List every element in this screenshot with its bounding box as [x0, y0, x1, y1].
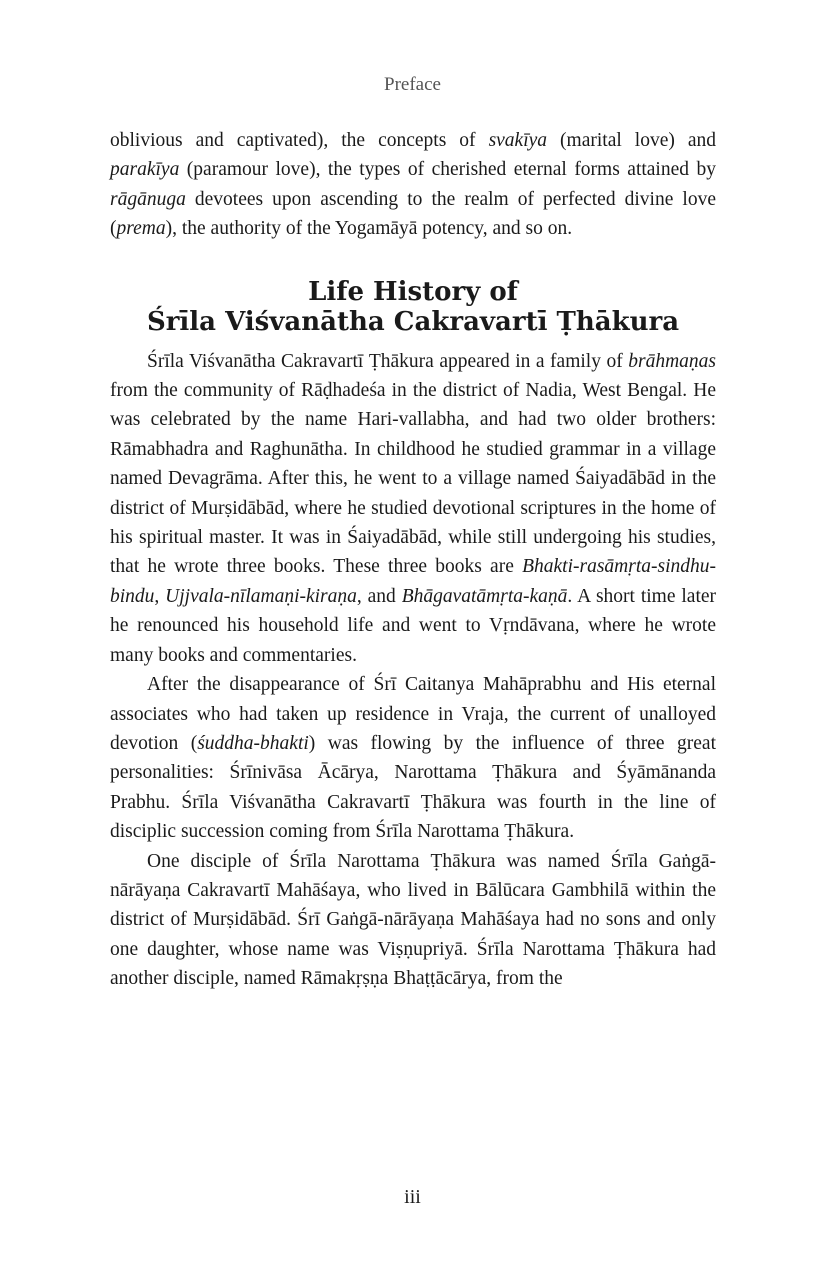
- section-heading: [110, 277, 716, 337]
- italic-term: Bhāgavatāmṛta-kaṇā: [401, 585, 568, 607]
- text-run: (paramour love), the types of cherished eternal forms attained by: [179, 159, 716, 181]
- text-run: . A short time later he renounced his household life and went to Vṛndāvana, where he wrote many books and commentaries.: [110, 585, 717, 666]
- text-run: (marital love) and: [547, 130, 716, 151]
- body-paragraph-2: [110, 670, 716, 846]
- text-run: After the disappearance of Śrī Caitanya Mahāprabhu and His eternal associates who had taken up residence in Vraja, the current of unalloyed devotion (: [110, 674, 716, 754]
- body-text: [110, 126, 716, 994]
- italic-term: prema: [116, 218, 166, 240]
- italic-term: rāgānuga: [110, 188, 186, 210]
- text-run: One disciple of Śrīla Narottama Ṭhākura was named Śrīla Gaṅgā-nārāyaṇa Cakravartī Mahāśaya, who lived in Bālūcara Gambhilā within the district of Murṣidābād. Śrī Gaṅgā-nārāyaṇa Mahāśaya had no sons and only one daughter, whose name was Viṣṇupriyā. Śrīla Narottama Ṭhākura had another disciple, named Rāmakṛṣṇa Bhaṭṭācārya, from the: [110, 850, 716, 990]
- italic-term: parakīya: [110, 159, 180, 181]
- text-run: from the community of Rāḍhadeśa in the district of Nadia, West Bengal. He was celebrated by the name Hari-vallabha, and had two older brothers: Rāmabhadra and Raghunātha. In childhood he studied grammar in a village named Devagrāma. After this, he went to a village named Śaiyadābād in the district of Murṣidābād, where he studied devotional scriptures in the home of his spiritual master. It was in Śaiyadābād, while still undergoing his studies, that he wrote three books. These three books are: [110, 380, 716, 578]
- running-head: Preface: [384, 74, 441, 95]
- body-paragraph-1: [110, 347, 716, 670]
- text-run: Śrīla Viśvanātha Cakravartī Ṭhākura appeared in a family of: [147, 350, 629, 372]
- page-number: iii: [404, 1186, 421, 1208]
- italic-term: brāhmaṇas: [628, 350, 716, 372]
- section-heading-line-1: Life History of: [308, 276, 518, 307]
- text-run: oblivious and captivated), the concepts of: [110, 130, 489, 151]
- body-paragraph-3: [110, 847, 716, 994]
- text-run: ) was flowing by the influence of three great personalities: Śrīnivāsa Ācārya, Narottama Ṭhākura and Śyāmānanda Prabhu. Śrīla Viśvanātha Cakravartī Ṭhākura was fourth in the line of disciplic succession coming from Śrīla Narottama Ṭhākura.: [110, 732, 716, 843]
- italic-term: Ujjvala-nīlamaṇi-kiraṇa: [165, 585, 357, 607]
- italic-term: svakīya: [488, 130, 548, 151]
- text-run: ,: [154, 585, 166, 607]
- italic-term: Bhakti-rasāmṛta-sindhu-bindu: [110, 556, 716, 607]
- text-run: ), the authority of the Yogamāyā potency, and so on.: [165, 218, 573, 240]
- section-heading-line-2: Śrīla Viśvanātha Cakravartī Ṭhākura: [146, 306, 680, 337]
- text-run: devotees upon ascending to the realm of perfected divine love (: [110, 188, 716, 240]
- intro-paragraph: [110, 126, 716, 244]
- text-run: , and: [356, 585, 402, 607]
- italic-term: śuddha-bhakti: [197, 732, 309, 754]
